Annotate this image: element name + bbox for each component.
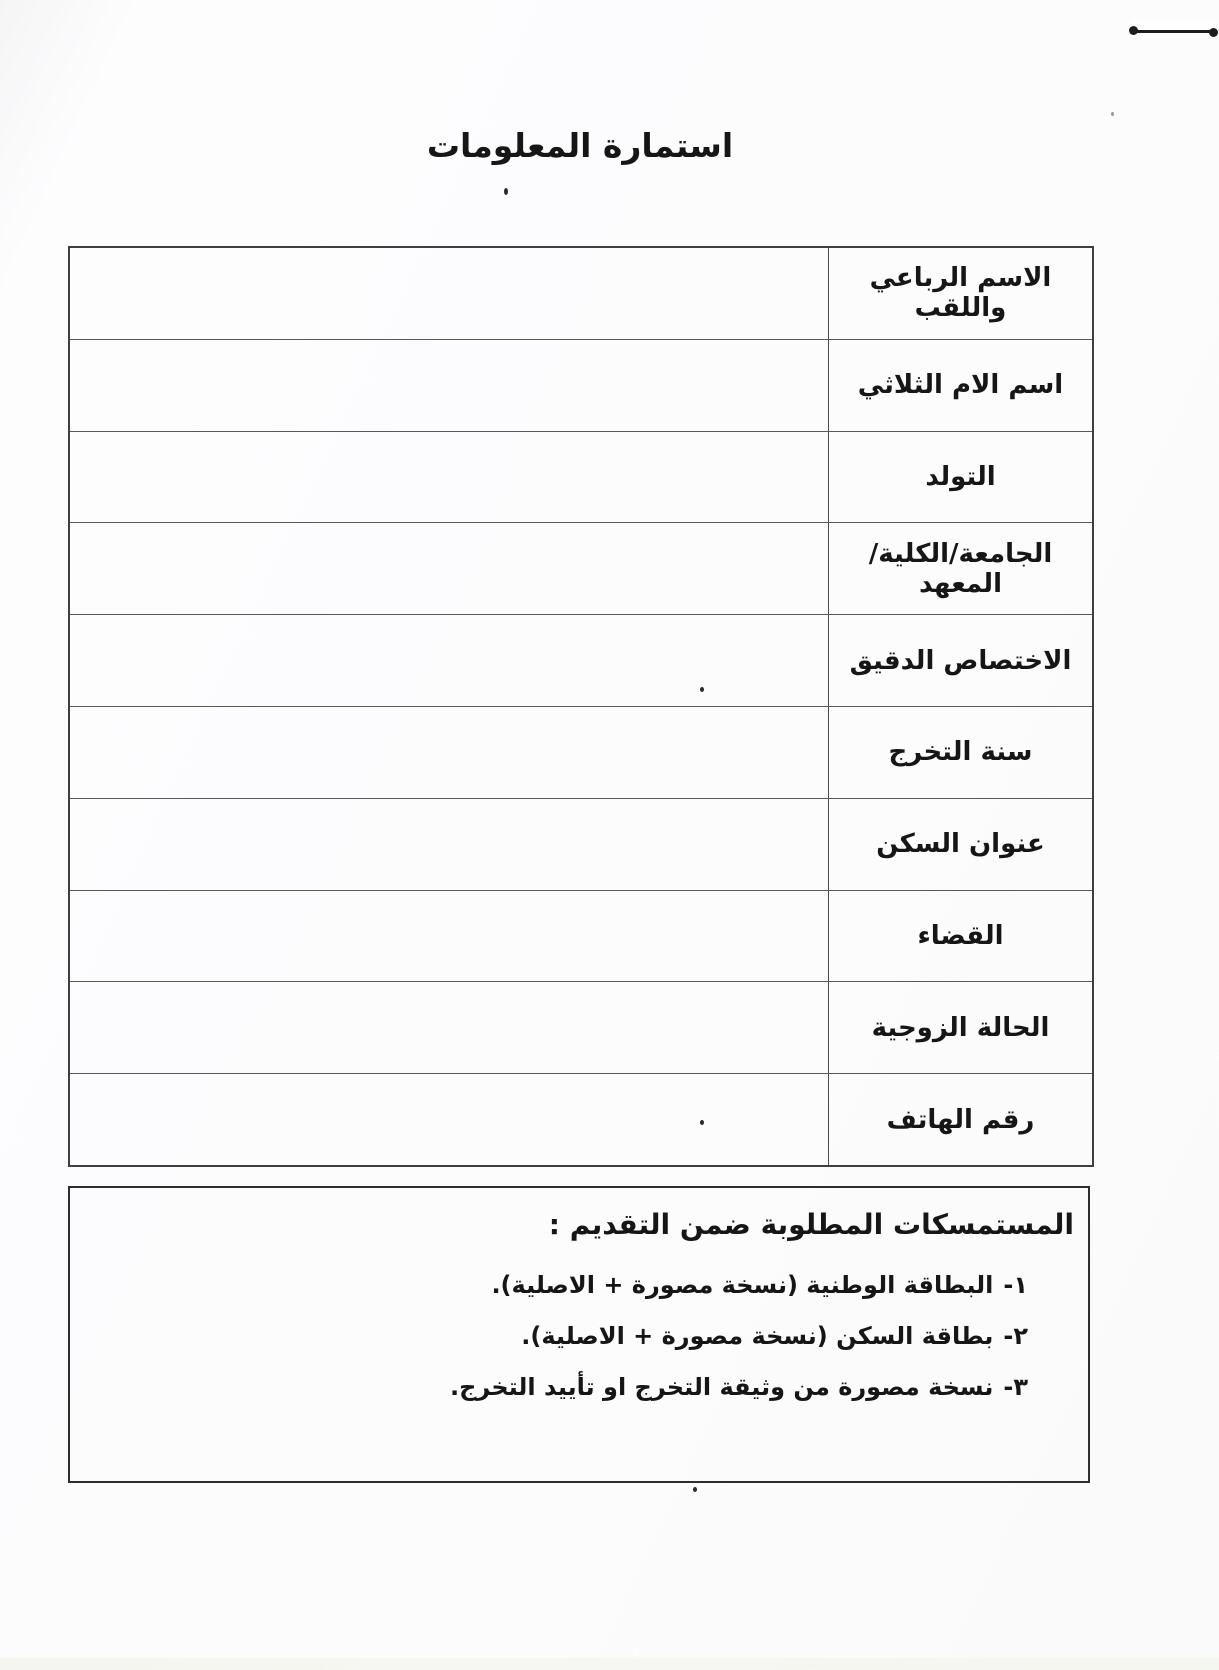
scan-speck [693, 1487, 697, 1492]
table-row-birth [70, 432, 1092, 524]
list-item-residence-card [70, 1322, 1028, 1350]
field-label-specialization: الاختصاص الدقيق [828, 615, 1092, 706]
item-text: نسخة مصورة من وثيقة التخرج او تأييد التخرج. [449, 1373, 994, 1401]
value-cell-address [70, 799, 828, 890]
value-cell-birth [70, 432, 828, 523]
item-text: البطاقة الوطنية (نسخة مصورة + الاصلية). [491, 1271, 994, 1299]
table-row-graduation-year [70, 707, 1092, 799]
table-row-phone [70, 1074, 1092, 1165]
value-cell-marital-status [70, 982, 828, 1073]
table-row-specialization [70, 615, 1092, 707]
field-label-university: الجامعة/الكلية/المعهد [828, 523, 1092, 614]
field-label-graduation-year: سنة التخرج [828, 707, 1092, 798]
field-label-mother-name: اسم الام الثلاثي [828, 340, 1092, 431]
scan-speck [700, 1120, 704, 1125]
scan-speck [1111, 112, 1114, 116]
table-row-mother-name [70, 340, 1092, 432]
field-label-birth: التولد [828, 432, 1092, 523]
field-label-address: عنوان السكن [828, 799, 1092, 890]
value-cell-mother-name [70, 340, 828, 431]
item-number: ١- [1003, 1271, 1028, 1299]
field-label-marital-status: الحالة الزوجية [828, 982, 1092, 1073]
list-item-graduation-document [70, 1373, 1028, 1401]
field-label-full-name: الاسم الرباعي واللقب [828, 248, 1092, 339]
item-text: بطاقة السكن (نسخة مصورة + الاصلية). [521, 1322, 994, 1350]
required-documents-box [68, 1186, 1090, 1483]
value-cell-university [70, 523, 828, 614]
value-cell-graduation-year [70, 707, 828, 798]
info-form-table [68, 246, 1094, 1167]
binder-bar [1134, 30, 1212, 33]
binder-dot-right [1209, 28, 1218, 37]
list-item-national-card [70, 1271, 1028, 1299]
item-number: ٣- [1003, 1373, 1028, 1401]
value-cell-specialization [70, 615, 828, 706]
field-label-district: القضاء [828, 891, 1092, 982]
table-row-marital-status [70, 982, 1092, 1074]
table-row-full-name [70, 248, 1092, 340]
value-cell-phone [70, 1074, 828, 1165]
binder-dot-left [1129, 26, 1138, 35]
required-documents-heading: المستمسكات المطلوبة ضمن التقديم : [548, 1208, 1074, 1241]
scan-bottom-band [0, 1658, 1219, 1670]
item-number: ٢- [1003, 1322, 1028, 1350]
value-cell-district [70, 891, 828, 982]
page-title: استمارة المعلومات [426, 126, 734, 165]
table-row-university [70, 523, 1092, 615]
value-cell-full-name [70, 248, 828, 339]
field-label-phone: رقم الهاتف [828, 1074, 1092, 1165]
table-row-address [70, 799, 1092, 891]
scan-speck [700, 687, 704, 692]
scan-binder-artifact [1128, 18, 1218, 40]
scan-speck [504, 188, 508, 195]
required-documents-list [70, 1271, 1028, 1401]
table-row-district [70, 891, 1092, 983]
